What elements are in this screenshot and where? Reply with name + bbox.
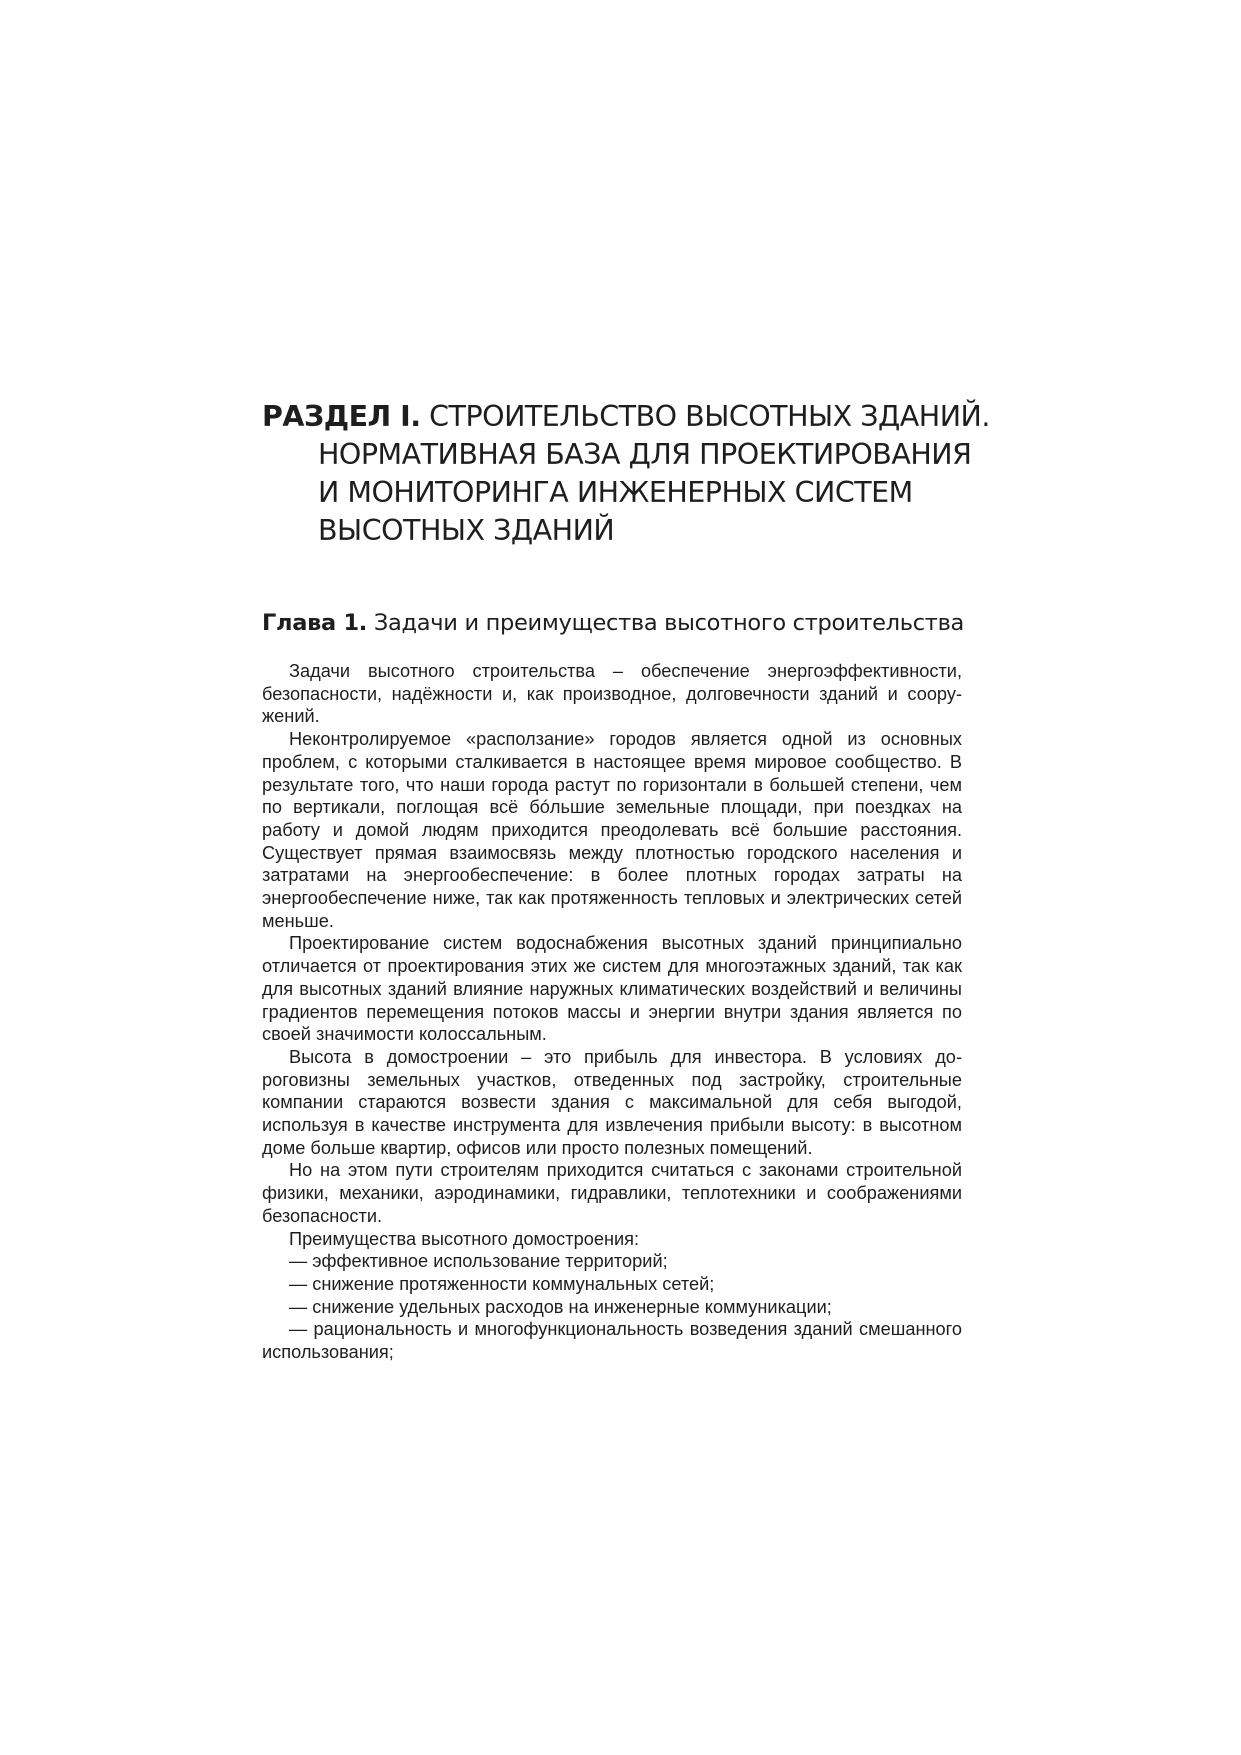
paragraph: Но на этом пути строителям приходится считаться с законами строительной физики, механики, аэродинамики, гидравлики, теплотехники и соображениями безопасности. bbox=[262, 1160, 962, 1226]
section-title-part-1: СТРОИТЕЛЬСТВО ВЫСОТНЫХ ЗДАНИЙ. bbox=[429, 400, 990, 433]
section-heading-line-3: И МОНИТОРИНГА ИНЖЕНЕРНЫХ СИСТЕМ bbox=[318, 476, 913, 509]
section-heading-line-1 bbox=[262, 398, 1022, 436]
section-number: РАЗДЕЛ I. bbox=[262, 400, 421, 433]
list-item: — снижение удельных расходов на инженерные коммуникации; bbox=[289, 1296, 832, 1317]
paragraph: Высота в домостроении – это прибыль для инвестора. В условиях дороговизны земельных участков, отведенных под застройку, строительные компании стараются возвести здания с максимальной для себя выгодой, используя в качестве инструмента для извлечения прибыли высоту: в высотном доме больше квартир, офисов или просто полезных помещений. bbox=[262, 1046, 962, 1158]
paragraph: Проектирование систем водоснабжения высотных зданий принципиально отличается от проектирования этих же систем для многоэтажных зданий, так как для высотных зданий влияние наружных климатических воздействий и величины градиентов перемещения потоков массы и энергии внутри здания является по своей значимости колоссальным. bbox=[262, 933, 962, 1045]
paragraph: Неконтролируемое «расползание» городов является одной из основных проблем, с которыми сталкивается в настоящее время мировое сообщество. В результате того, что наши города растут по горизонтали в большей степени, чем по вертикали, поглощая всё бóльшие земельные площади, при поездках на работу и домой людям приходится преодолевать всё большие расстояния. Существует прямая взаимосвязь между плотностью городского населения и затратами на энергообеспечение: в более плотных городах затраты на энергообеспечение ниже, так как протяженность тепловых и электрических сетей меньше. bbox=[262, 729, 962, 931]
body-text bbox=[262, 660, 962, 1364]
section-heading bbox=[262, 398, 1022, 550]
list-item: — рациональность и многофункциональность возведения зданий смешанного использования; bbox=[262, 1319, 962, 1363]
chapter-heading bbox=[262, 608, 1022, 638]
section-heading-line-2: НОРМАТИВНАЯ БАЗА ДЛЯ ПРОЕКТИРОВАНИЯ bbox=[318, 438, 972, 471]
paragraph: Преимущества высотного домостроения: bbox=[289, 1228, 640, 1249]
list-item: — снижение протяженности коммунальных сетей; bbox=[289, 1273, 715, 1294]
chapter-number: Глава 1. bbox=[262, 610, 368, 636]
list-item: — эффективное использование территорий; bbox=[289, 1251, 668, 1272]
section-heading-line-4: ВЫСОТНЫХ ЗДАНИЙ bbox=[318, 514, 615, 547]
chapter-title: Задачи и преимущества высотного строительства bbox=[373, 610, 965, 636]
paragraph: Задачи высотного строительства – обеспечение энергоэффективности, безопасности, надёжности и, как производное, долговечности зданий и сооружений. bbox=[262, 661, 962, 727]
